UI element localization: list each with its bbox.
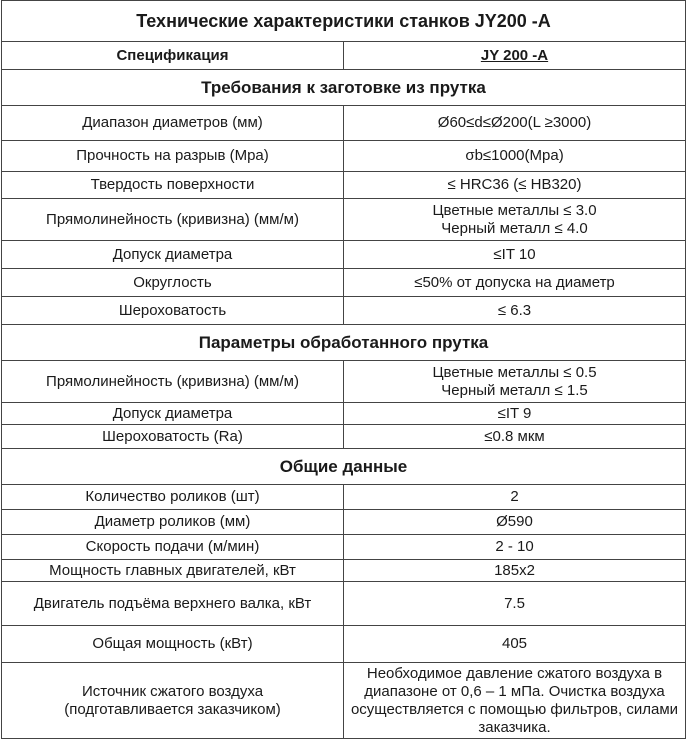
- param-cell: Диаметр роликов (мм): [2, 510, 344, 535]
- value-line: Черный металл ≤ 1.5: [441, 381, 588, 399]
- model-header: [344, 42, 686, 70]
- param-cell: Прочность на разрыв (Mpa): [2, 141, 344, 172]
- param-cell: Прямолинейность (кривизна) (мм/м): [2, 361, 344, 403]
- table-row: [2, 199, 686, 241]
- param-cell: Округлость: [2, 269, 344, 297]
- table-row: [2, 510, 686, 535]
- table-title: Технические характеристики станков JY200 -A: [2, 1, 686, 42]
- table-row: [2, 582, 686, 626]
- param-cell: Твердость поверхности: [2, 172, 344, 199]
- param-cell: Допуск диаметра: [2, 241, 344, 269]
- table-row: [2, 297, 686, 325]
- table-row: [2, 269, 686, 297]
- table-row: [2, 106, 686, 141]
- value-cell: Ø60≤d≤Ø200(L ≥3000): [344, 106, 686, 141]
- table-row: [2, 535, 686, 560]
- value-cell: 2: [344, 485, 686, 510]
- param-cell: Источник сжатого воздуха (подготавливается заказчиком): [2, 663, 344, 739]
- value-cell: ≤ HRC36 (≤ HB320): [344, 172, 686, 199]
- param-cell: Скорость подачи (м/мин): [2, 535, 344, 560]
- spec-header: Спецификация: [2, 42, 344, 70]
- param-cell: Диапазон диаметров (мм): [2, 106, 344, 141]
- table-row: [2, 560, 686, 582]
- value-line: Цветные металлы ≤ 0.5: [432, 363, 597, 381]
- value-cell: ≤ 6.3: [344, 297, 686, 325]
- value-cell: Ø590: [344, 510, 686, 535]
- value-cell: 405: [344, 626, 686, 663]
- table-row: [2, 626, 686, 663]
- value-cell: ≤IT 9: [344, 403, 686, 425]
- value-cell: ≤IT 10: [344, 241, 686, 269]
- value-cell: σb≤1000(Mpa): [344, 141, 686, 172]
- param-cell: Допуск диаметра: [2, 403, 344, 425]
- table-row: [2, 141, 686, 172]
- value-cell: ≤0.8 мкм: [344, 425, 686, 449]
- table-row: [2, 361, 686, 403]
- param-cell: Шероховатость (Ra): [2, 425, 344, 449]
- section-title: Общие данные: [2, 449, 686, 485]
- table-row: [2, 241, 686, 269]
- param-cell: Количество роликов (шт): [2, 485, 344, 510]
- model-name: JY 200 -A: [480, 46, 549, 64]
- table-row: [2, 663, 686, 739]
- value-cell: ≤50% от допуска на диаметр: [344, 269, 686, 297]
- param-cell: Общая мощность (кВт): [2, 626, 344, 663]
- param-cell: Прямолинейность (кривизна) (мм/м): [2, 199, 344, 241]
- value-cell: Необходимое давление сжатого воздуха в диапазоне от 0,6 – 1 мПа. Очистка воздуха осуществляется с помощью фильтров, силами заказчика.: [344, 663, 686, 739]
- param-cell: Мощность главных двигателей, кВт: [2, 560, 344, 582]
- param-cell: Шероховатость: [2, 297, 344, 325]
- value-cell: [344, 361, 686, 403]
- param-cell: Двигатель подъёма верхнего валка, кВт: [2, 582, 344, 626]
- value-cell: [344, 199, 686, 241]
- spec-table: [1, 0, 686, 739]
- table-row: [2, 403, 686, 425]
- value-cell: 185x2: [344, 560, 686, 582]
- table-row: [2, 425, 686, 449]
- value-cell: 2 - 10: [344, 535, 686, 560]
- value-line: Черный металл ≤ 4.0: [441, 219, 588, 237]
- value-line: Цветные металлы ≤ 3.0: [432, 201, 597, 219]
- section-title: Параметры обработанного прутка: [2, 325, 686, 361]
- table-row: [2, 172, 686, 199]
- table-row: [2, 485, 686, 510]
- section-title: Требования к заготовке из прутка: [2, 70, 686, 106]
- value-cell: 7.5: [344, 582, 686, 626]
